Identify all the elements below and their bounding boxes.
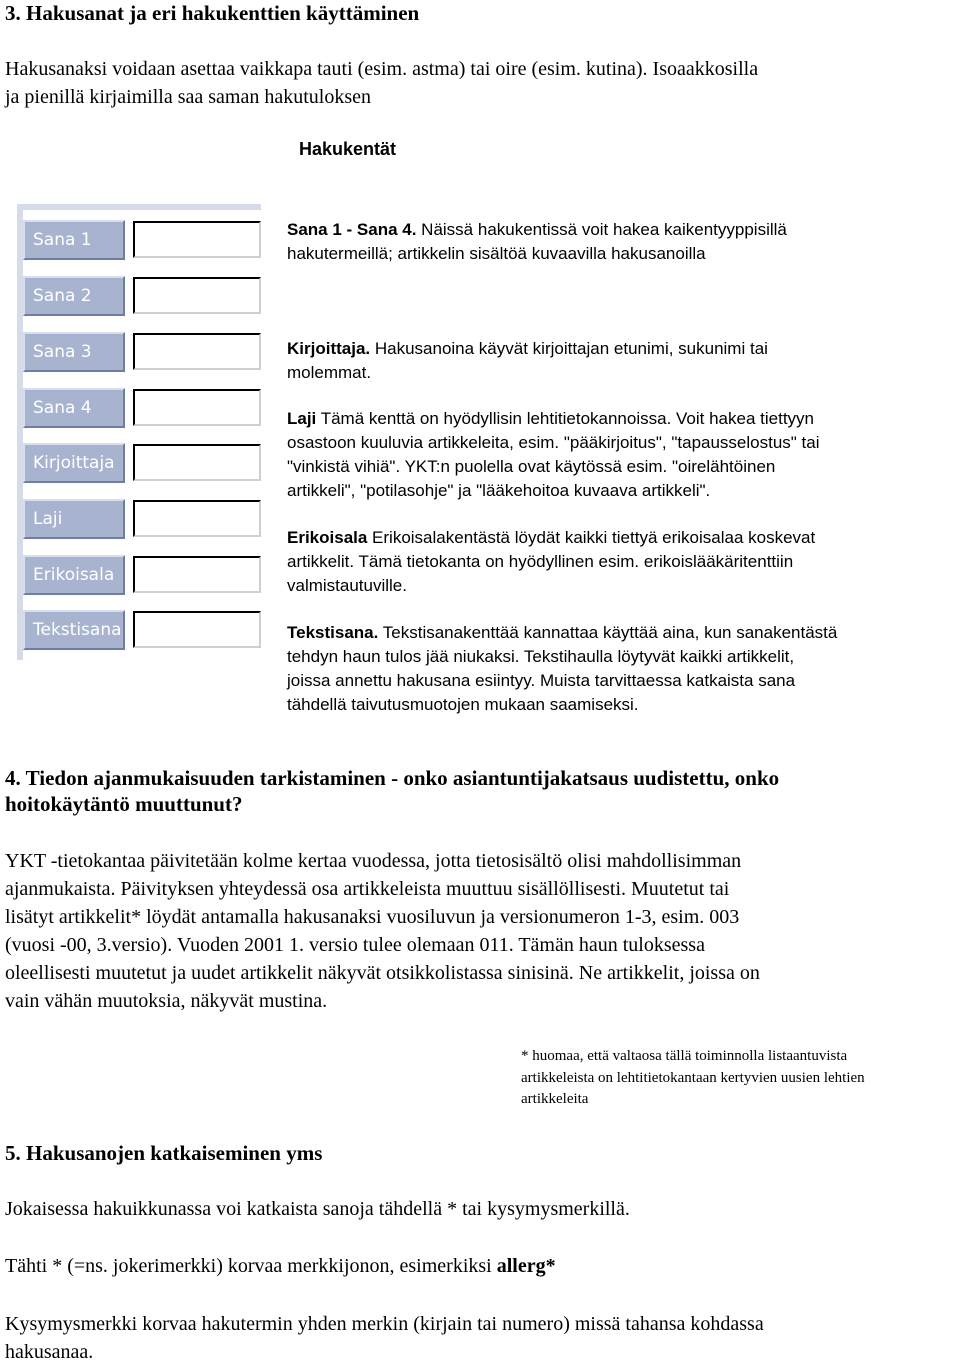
field-label-sana-2: Sana 2	[23, 276, 125, 316]
field-label-sana-1: Sana 1	[23, 220, 125, 260]
form-row-sana-1	[17, 220, 261, 260]
sana-4-input[interactable]	[133, 389, 261, 426]
section-5-paragraph-3: Kysymysmerkki korvaa hakutermin yhden merkin (kirjain tai numero) missä tahansa kohdassa hakusanaa.	[5, 1313, 764, 1363]
field-label-tekstisana: Tekstisana	[23, 610, 125, 650]
form-row-erikoisala	[17, 555, 261, 595]
search-fields-subheading: Hakukentät	[299, 139, 397, 159]
section-3-heading: 3. Hakusanat ja eri hakukenttien käyttäminen	[5, 1, 420, 25]
term-sana: Sana 1 - Sana 4.	[287, 220, 417, 239]
term-laji: Laji	[287, 409, 317, 428]
sana-3-input[interactable]	[133, 333, 261, 370]
sana-1-input[interactable]	[133, 221, 261, 258]
description-tekstisana: Tekstisana. Tekstisanakenttää kannattaa käyttää aina, kun sanakentästä tehdyn haun tulos jää niukaksi. Tekstihaulla löytyvät kaikki artikkelit, joissa annettu hakusana esiintyy. Muista tarvittaessa katkaista sana tähdellä taivutusmuotojen mukaan saamiseksi.	[287, 623, 838, 714]
tekstisana-input[interactable]	[133, 611, 261, 648]
field-label-sana-4: Sana 4	[23, 388, 125, 428]
field-label-laji: Laji	[23, 499, 125, 539]
field-label-kirjoittaja: Kirjoittaja	[23, 443, 125, 483]
description-laji: Laji Tämä kenttä on hyödyllisin lehtitietokannoissa. Voit hakea tiettyyn osastoon kuuluvia artikkeleita, esim. "pääkirjoitus", "tapausselostus" tai "vinkistä vihiä". YKT:n puolella ovat käytössä esim. "oirelähtöinen artikkeli", "potilasohje" ja "lääkehoitoa kuvaava artikkeli".	[287, 409, 820, 500]
description-erikoisala: Erikoisala Erikoisalakentästä löydät kaikki tiettyä erikoisalaa koskevat artikkelit. Tämä tietokanta on hyödyllinen esim. erikoislääkäritenttiin valmistautuville.	[287, 528, 816, 595]
form-row-tekstisana	[17, 610, 261, 650]
search-form	[17, 204, 261, 660]
intro-line-2: ja pienillä kirjaimilla saa saman hakutuloksen	[5, 86, 372, 108]
section-5-heading: 5. Hakusanojen katkaiseminen yms	[5, 1141, 323, 1165]
field-label-erikoisala: Erikoisala	[23, 555, 125, 595]
section-5-paragraph-2: Tähti * (=ns. jokerimerkki) korvaa merkkijonon, esimerkiksi allerg*	[5, 1255, 556, 1277]
sana-2-input[interactable]	[133, 277, 261, 314]
term-kirjoittaja: Kirjoittaja.	[287, 339, 371, 358]
field-label-sana-3: Sana 3	[23, 332, 125, 372]
description-sana: Sana 1 - Sana 4. Näissä hakukentissä voit hakea kaikentyyppisillä hakutermeillä; artikkelin sisältöä kuvaavilla hakusanoilla	[287, 220, 787, 263]
term-erikoisala: Erikoisala	[287, 528, 368, 547]
term-tekstisana: Tekstisana.	[287, 623, 379, 642]
intro-line-1: Hakusanaksi voidaan asettaa vaikkapa tauti (esim. astma) tai oire (esim. kutina). Isoaakkosilla	[5, 58, 759, 80]
section-4-heading: 4. Tiedon ajanmukaisuuden tarkistaminen - onko asiantuntijakatsaus uudistettu, onko hoitokäytäntö muuttunut?	[5, 766, 780, 816]
footnote: * huomaa, että valtaosa tällä toiminnolla listaantuvista artikkeleista on lehtitietokantaan kertyvien uusien lehtien artikkeleita	[521, 1048, 865, 1107]
kirjoittaja-input[interactable]	[133, 444, 261, 481]
form-row-kirjoittaja	[17, 443, 261, 483]
description-kirjoittaja: Kirjoittaja. Hakusanoina käyvät kirjoittajan etunimi, sukunimi tai molemmat.	[287, 339, 768, 382]
wildcard-example: allerg*	[496, 1255, 556, 1277]
form-row-sana-4	[17, 388, 261, 428]
section-5-paragraph-1: Jokaisessa hakuikkunassa voi katkaista sanoja tähdellä * tai kysymysmerkillä.	[5, 1198, 630, 1220]
section-3-intro	[5, 55, 758, 111]
laji-input[interactable]	[133, 500, 261, 537]
form-frame-top	[17, 204, 261, 210]
form-row-sana-3	[17, 332, 261, 372]
erikoisala-input[interactable]	[133, 556, 261, 593]
form-row-laji	[17, 499, 261, 539]
section-4-body: YKT -tietokantaa päivitetään kolme kertaa vuodessa, jotta tietosisältö olisi mahdollisimman ajanmukaista. Päivityksen yhteydessä osa artikkeleista muuttuu sisällöllisesti. Muutetut tai lisätyt artikkelit* löydät antamalla hakusanaksi vuosiluvun ja versionumeron 1-3, esim. 003 (vuosi -00, 3.versio). Vuoden 2001 1. versio tulee olemaan 011. Tämän haun tuloksessa oleellisesti muutetut ja uudet artikkelit näkyvät otsikkolistassa sinisinä. Ne artikkelit, joissa on vain vähän muutoksia, näkyvät mustina.	[5, 850, 760, 1012]
form-row-sana-2	[17, 276, 261, 316]
